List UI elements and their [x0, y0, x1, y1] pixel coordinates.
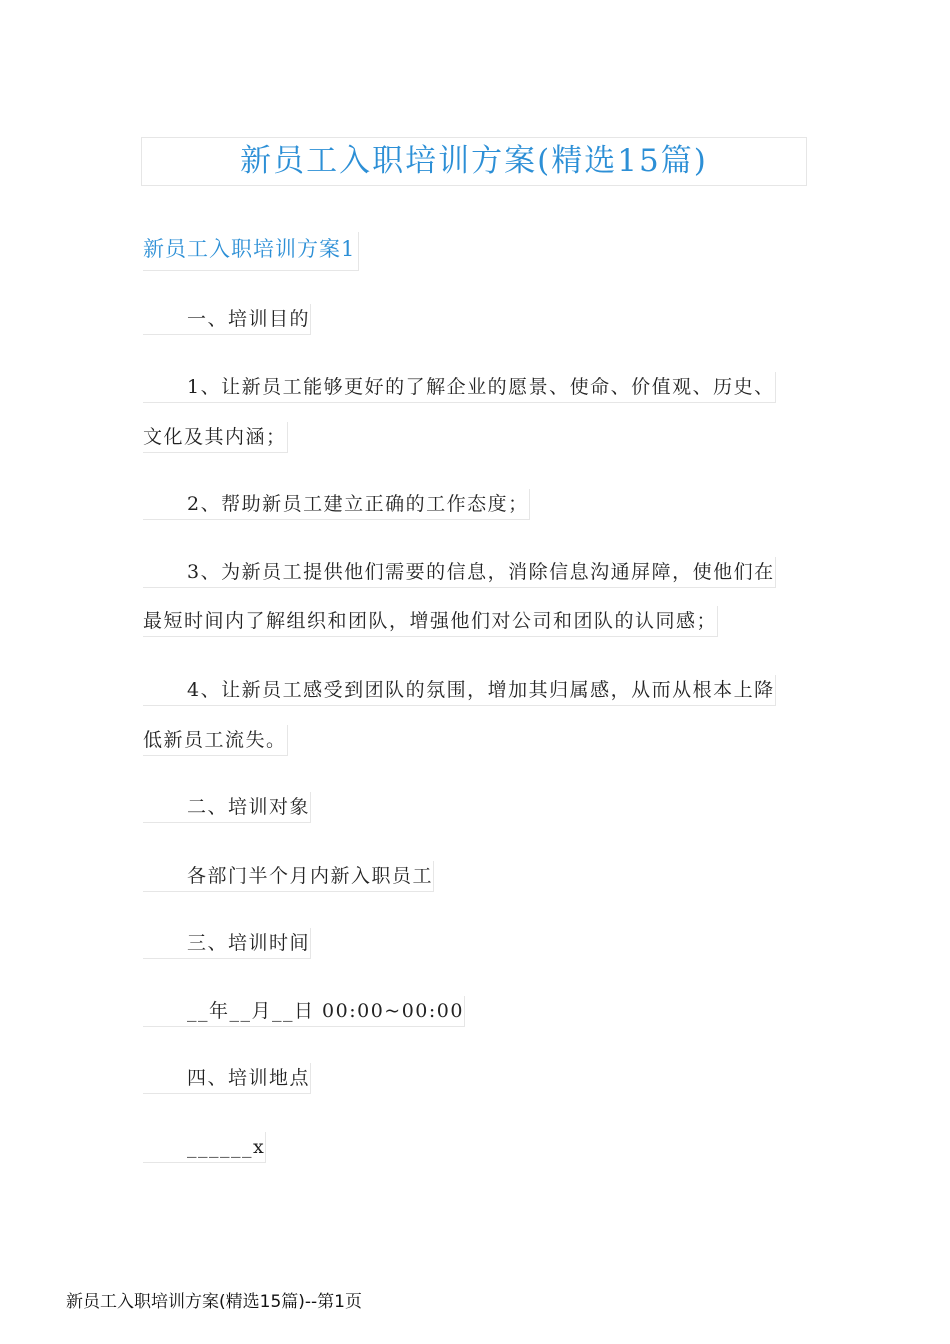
heading-training-purpose: 一、培训目的: [143, 304, 311, 335]
section-heading: 新员工入职培训方案1: [143, 232, 359, 271]
purpose-item-3: 3、为新员工提供他们需要的信息，消除信息沟通屏障，使他们在: [143, 557, 776, 588]
purpose-item-4-cont: 低新员工流失。: [143, 725, 288, 756]
purpose-item-4: 4、让新员工感受到团队的氛围，增加其归属感，从而从根本上降: [143, 675, 776, 706]
heading-training-location: 四、培训地点: [143, 1063, 311, 1094]
training-time-text: __年__月__日 00:00~00:00: [143, 996, 465, 1027]
document-title: 新员工入职培训方案(精选15篇): [141, 137, 807, 186]
training-location-text: ______x: [143, 1132, 266, 1163]
purpose-item-1-cont: 文化及其内涵；: [143, 422, 288, 453]
purpose-item-1: 1、让新员工能够更好的了解企业的愿景、使命、价值观、历史、: [143, 372, 776, 403]
page-footer: 新员工入职培训方案(精选15篇)--第1页: [66, 1292, 362, 1312]
heading-training-time: 三、培训时间: [143, 928, 311, 959]
heading-training-target: 二、培训对象: [143, 792, 311, 823]
purpose-item-2: 2、帮助新员工建立正确的工作态度；: [143, 489, 530, 520]
purpose-item-3-cont: 最短时间内了解组织和团队，增强他们对公司和团队的认同感；: [143, 606, 718, 637]
training-target-text: 各部门半个月内新入职员工: [143, 861, 434, 892]
